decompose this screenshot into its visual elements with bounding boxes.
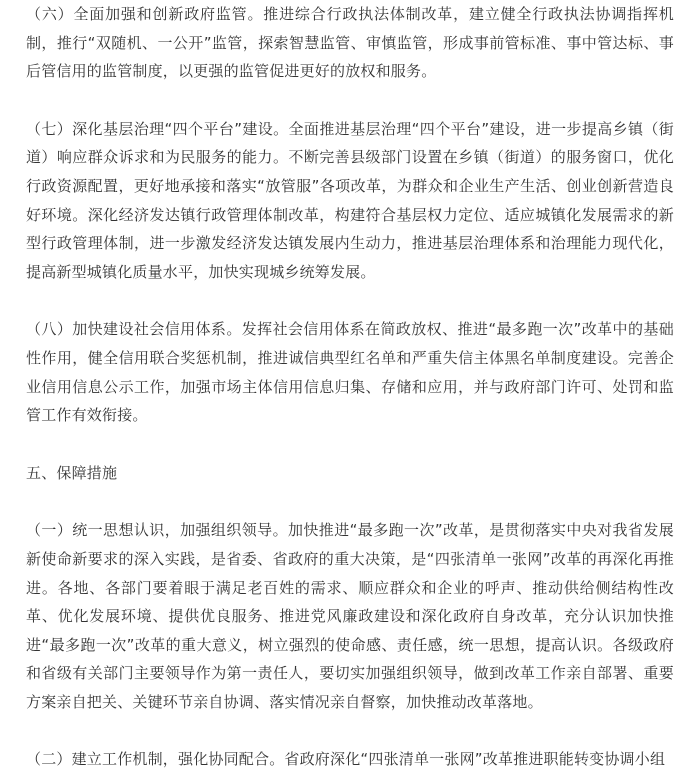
document-body	[26, 0, 674, 774]
section-heading-safeguards: 五、保障措施	[26, 463, 118, 482]
paragraph-work-mechanism: （二）建立工作机制，强化协同配合。省政府深化“四张清单一张网”改革推进职能转变协调小组	[26, 750, 666, 769]
paragraph-gap	[26, 86, 674, 115]
paragraph-gap	[26, 716, 674, 745]
paragraph-government-supervision: （六）全面加强和创新政府监管。推进综合行政执法体制改革，建立健全行政执法协调指挥机制，推行“双随机、一公开”监管，探索智慧监管、审慎监管，形成事前管标准、事中管达标、事后管信用的监管制度，以更强的监管促进更好的放权和服务。	[26, 5, 674, 81]
paragraph-gap	[26, 430, 674, 459]
paragraph-grassroots-governance: （七）深化基层治理“四个平台”建设。全面推进基层治理“四个平台”建设，进一步提高乡镇（街道）响应群众诉求和为民服务的能力。不断完善县级部门设置在乡镇（街道）的服务窗口，优化行政资源配置，更好地承接和落实“放管服”各项改革，为群众和企业生产生活、创业创新营造良好环境。深化经济发达镇行政管理体制改革，构建符合基层权力定位、适应城镇化发展需求的新型行政管理体制，进一步激发经济发达镇发展内生动力，推进基层治理体系和治理能力现代化，提高新型城镇化质量水平，加快实现城乡统筹发展。	[26, 119, 674, 281]
paragraph-organizational-leadership: （一）统一思想认识，加强组织领导。加快推进“最多跑一次”改革，是贯彻落实中央对我省发展新使命新要求的深入实践，是省委、省政府的重大决策，是“四张清单一张网”改革的再深化再推进。各地、各部门要着眼于满足老百姓的需求、顺应群众和企业的呼声、推动供给侧结构性改革、优化发展环境、提供优良服务、推进党风廉政建设和深化政府自身改革，充分认识加快推进“最多跑一次”改革的重大意义，树立强烈的使命感、责任感，统一思想，提高认识。各级政府和省级有关部门主要领导作为第一责任人，要切实加强组织领导，做到改革工作亲自部署、重要方案亲自把关、关键环节亲自协调、落实情况亲自督察，加快推动改革落地。	[26, 521, 674, 711]
paragraph-social-credit: （八）加快建设社会信用体系。发挥社会信用体系在简政放权、推进“最多跑一次”改革中的基础性作用，健全信用联合奖惩机制，推进诚信典型红名单和严重失信主体黑名单制度建设。完善企业信用信息公示工作，加强市场主体信用信息归集、存储和应用，并与政府部门许可、处罚和监管工作有效衔接。	[26, 320, 674, 425]
paragraph-gap	[26, 487, 674, 516]
paragraph-gap	[26, 286, 674, 315]
